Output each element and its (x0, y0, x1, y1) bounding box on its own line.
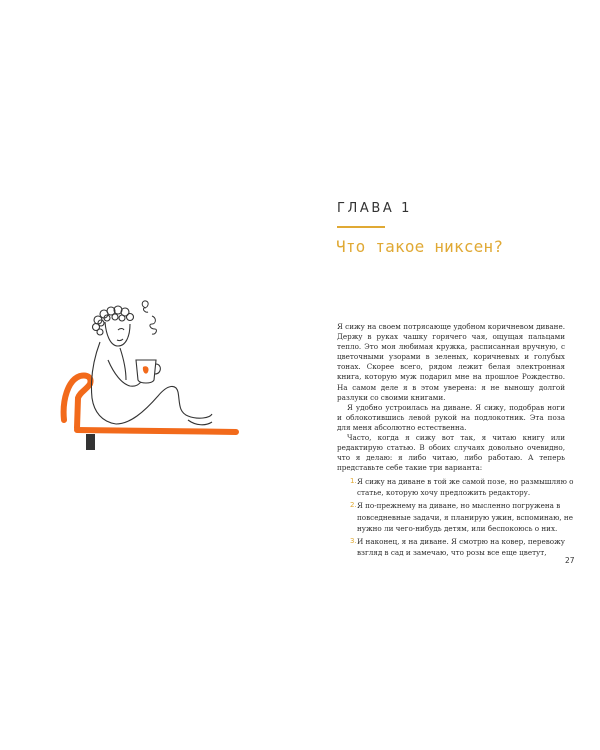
woman-on-sofa-illustration (60, 288, 245, 463)
list-number: 2. (350, 501, 357, 510)
paragraph: Часто, когда я сижу вот так, я читаю книгу или редактирую статью. В обоих случаях довольно очевидно, что я делаю: я либо читаю, либо работаю. А теперь представьте себе такие три варианта: (337, 433, 565, 473)
chapter-label: ГЛАВА 1 (337, 201, 413, 216)
list-item-text: И наконец, я на диване. Я смотрю на ковер, перевожу взгляд в сад и замечаю, что розы все еще цветут, (357, 537, 565, 558)
hair-curls (93, 306, 134, 335)
list-item-text: Я по-прежнему на диване, но мысленно погружена в повседневные задачи, я планирую ужин, вспоминаю, не нужно ли чего-нибудь детям, или беспокоюсь о них. (357, 501, 573, 533)
steam-swirl-1 (142, 301, 148, 312)
body-back (91, 342, 116, 424)
list-item-text: Я сижу на диване в той же самой позе, но размышляю о статье, которую хочу предложить редактору. (357, 477, 574, 498)
list-item (337, 536, 577, 558)
eye (118, 329, 124, 331)
leg (116, 386, 212, 424)
sofa-backrest (64, 375, 91, 428)
steam-swirl-2 (150, 316, 157, 334)
chapter-body (337, 322, 565, 473)
sofa-leg (86, 434, 95, 450)
page-number: 27 (565, 556, 575, 565)
mouth (117, 339, 123, 341)
list-number: 1. (350, 477, 357, 485)
list-item (337, 500, 577, 534)
chapter-divider (337, 226, 385, 228)
tea-mug-icon (136, 360, 160, 383)
sofa-seat (77, 430, 236, 432)
chapter-title: Что такое никсен? (336, 237, 504, 256)
foot (188, 420, 212, 425)
paragraph: Я сижу на своем потрясающе удобном коричневом диване. Держу в руках чашку горячего чая, ощущая пальцами тепло. Это моя любимая кружка, расписанная вручную, с цветочными узорами в зеленых, коричневых и голубых тонах. Скорее всего, рядом лежит белая электронная книга, которую муж подарил мне на прошлое Рождество. На самом деле я в этом уверена: я не выношу долгой разлуки со своими книгами. (337, 322, 565, 402)
numbered-list (337, 476, 577, 560)
body-front (120, 348, 126, 380)
paragraph: Я удобно устроилась на диване. Я сижу, подобрав ноги и облокотившись левой рукой на подлокотник. Эта поза для меня абсолютно естественна. (337, 402, 565, 432)
face (105, 322, 130, 346)
list-item (337, 476, 577, 498)
list-number: 3. (350, 537, 357, 546)
